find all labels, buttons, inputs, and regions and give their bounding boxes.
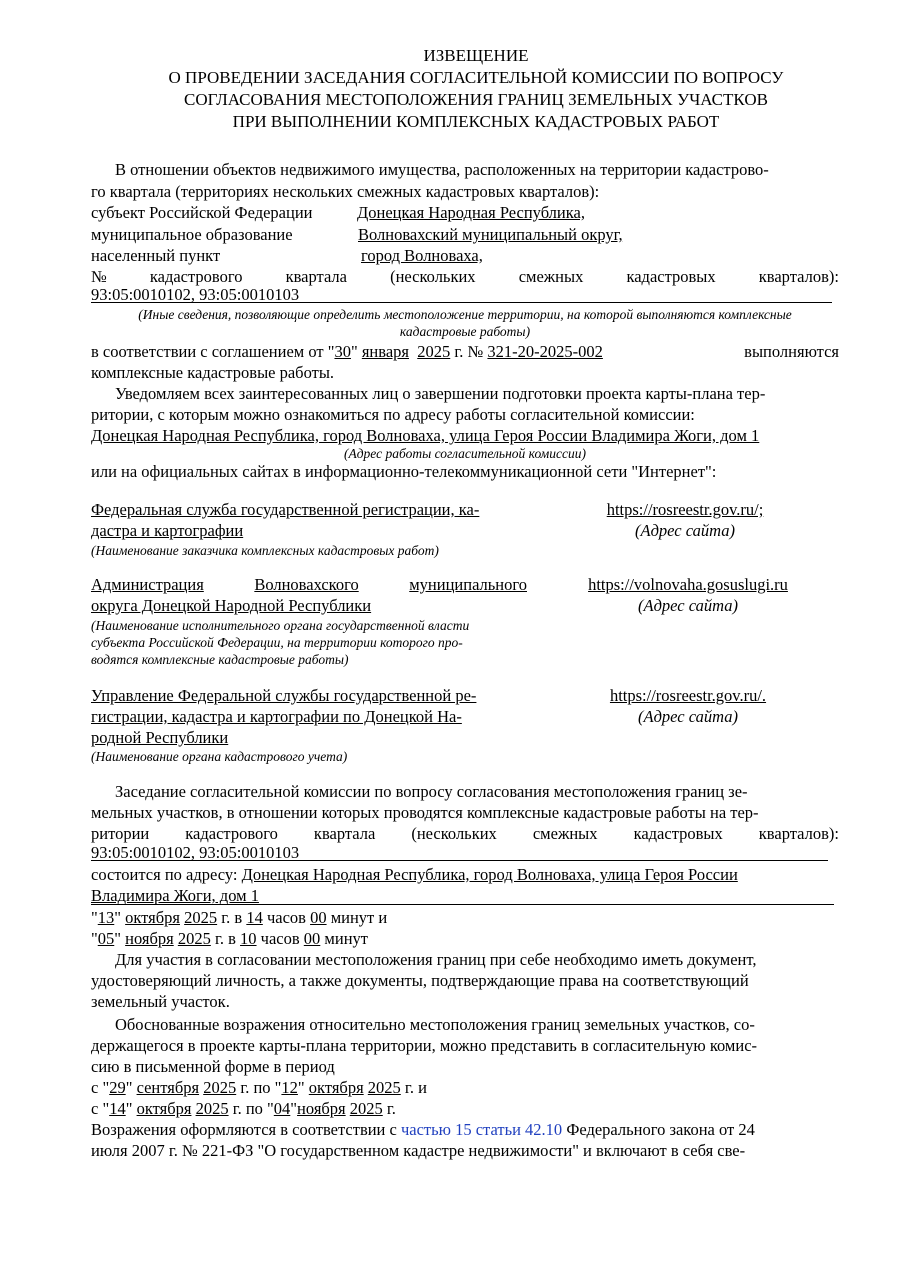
w: №	[91, 267, 107, 286]
period-year: 2025	[367, 1078, 401, 1097]
period-day: 04	[273, 1099, 291, 1118]
date-minutes: 00	[310, 908, 327, 927]
org-3-name-2: гистрации, кадастра и картографии по Донецкой На-	[91, 707, 462, 726]
w: Администрация	[91, 575, 204, 594]
w: смежных	[518, 267, 584, 286]
period-text: с "	[91, 1078, 110, 1097]
law-text: Федерального закона от 24	[562, 1120, 755, 1139]
w: ритории	[91, 824, 150, 843]
org-2-name-2: округа Донецкой Народной Республики	[91, 596, 372, 615]
period-year: 2025	[195, 1099, 229, 1118]
date-minutes: 00	[303, 929, 321, 948]
meeting-line-3	[91, 824, 839, 844]
notice-line-1: Уведомляем всех заинтересованных лиц о завершении подготовки проекта карты-плана тер-	[115, 384, 766, 403]
subject-label: субъект Российской Федерации	[91, 203, 313, 222]
venue-address-2: Владимира Жоги, дом 1	[91, 886, 259, 905]
date-text: минут и	[330, 908, 388, 927]
date-month: октября	[125, 908, 180, 927]
intro-line-1: В отношении объектов недвижимого имущества, расположенных на территории кадастрово-	[115, 160, 769, 179]
venue-label: состоится по адресу:	[91, 865, 242, 884]
title-line-4: ПРИ ВЫПОЛНЕНИИ КОМПЛЕКСНЫХ КАДАСТРОВЫХ РАБОТ	[232, 112, 720, 131]
agreement-day: 30	[334, 342, 351, 361]
law-text: Возражения оформляются в соответствии с	[91, 1120, 401, 1139]
org-2-note-3: водятся комплексные кадастровые работы)	[91, 652, 349, 667]
meeting-line-1: Заседание согласительной комиссии по вопросу согласования местоположения границ зе-	[115, 782, 748, 801]
period-year: 2025	[203, 1078, 237, 1097]
settlement-value: город Волноваха,	[361, 246, 483, 265]
period-day: 29	[109, 1078, 126, 1097]
settlement-label: населенный пункт	[91, 246, 221, 265]
w: кадастровых	[626, 267, 716, 286]
municipality-label: муниципальное образование	[91, 225, 293, 244]
law-article-link[interactable]: частью 15 статьи 42.10	[400, 1120, 563, 1139]
w: Волновахского	[254, 575, 359, 594]
objection-period-2: с "14" октября 2025 г. по "04"ноября 2025 г.	[91, 1099, 396, 1118]
period-month: октября	[136, 1099, 192, 1118]
period-text: с "	[91, 1099, 110, 1118]
date-hours: 14	[246, 908, 263, 927]
org-3-note: (Наименование органа кадастрового учета)	[91, 749, 348, 764]
notice-line-2: ритории, с которым можно ознакомиться по адресу работы согласительной комиссии:	[91, 405, 695, 424]
period-month: октября	[308, 1078, 364, 1097]
date-day: 05	[97, 929, 115, 948]
date-day: 13	[97, 908, 115, 927]
title-line-3: СОГЛАСОВАНИЯ МЕСТОПОЛОЖЕНИЯ ГРАНИЦ ЗЕМЕЛЬНЫХ УЧАСТКОВ	[184, 90, 768, 109]
date-text: часов	[260, 929, 300, 948]
org-3-site-link[interactable]: https://rosreestr.gov.ru/.	[609, 686, 767, 705]
objections-line-2: держащегося в проекте карты-плана территории, можно представить в согласительную комис-	[91, 1036, 758, 1055]
objections-line-1: Обоснованные возражения относительно местоположения границ земельных участков, со-	[115, 1015, 755, 1034]
venue-address-1: Донецкая Народная Республика, город Волноваха, улица Героя России	[241, 865, 738, 884]
org-1-name-2: дастра и картографии	[91, 521, 244, 540]
w: кадастрового	[149, 267, 243, 286]
agreement-text: г. №	[450, 342, 488, 361]
meeting-quarters-rule	[91, 860, 828, 861]
law-line-1	[91, 1120, 839, 1140]
commission-address-note: (Адрес работы согласительной комиссии)	[343, 446, 587, 461]
title-line-1: ИЗВЕЩЕНИЕ	[423, 46, 529, 65]
w: квартала	[285, 267, 347, 286]
w: кварталов):	[758, 267, 839, 286]
subject-value: Донецкая Народная Республика,	[357, 203, 585, 222]
agreement-line	[91, 342, 839, 362]
w: (нескольких	[390, 267, 476, 286]
w: квартала	[313, 824, 376, 843]
period-text: г. и	[404, 1078, 427, 1097]
w: смежных	[532, 824, 598, 843]
org-2-name-1	[91, 575, 527, 595]
period-day: 12	[281, 1078, 298, 1097]
date-text: г. в	[214, 929, 236, 948]
w: кварталов):	[758, 824, 839, 843]
org-3-site-note: (Адрес сайта)	[638, 707, 738, 726]
date-hours: 10	[240, 929, 257, 948]
agreement-text: в соответствии с соглашением от "	[91, 342, 335, 361]
participation-line-3: земельный участок.	[91, 992, 230, 1011]
date-month: ноября	[125, 929, 174, 948]
municipality-value: Волновахский муниципальный округ,	[358, 225, 623, 244]
participation-line-2: удостоверяющий личность, а также документы, подтверждающие права на соответствующий	[91, 971, 749, 990]
intro-line-2: го квартала (территориях нескольких смежных кадастровых кварталов):	[91, 182, 600, 201]
date-year: 2025	[184, 908, 218, 927]
participation-line-1: Для участия в согласовании местоположения границ при себе необходимо иметь документ,	[115, 950, 757, 969]
date-text: г. в	[221, 908, 243, 927]
date-text: часов	[266, 908, 306, 927]
meeting-quarters: 93:05:0010102, 93:05:0010103	[91, 843, 300, 862]
objections-line-3: сию в письменной форме в период	[91, 1057, 335, 1076]
agreement-year: 2025	[417, 342, 451, 361]
other-info-note-2: кадастровые работы)	[399, 324, 531, 339]
period-text: г. по "	[240, 1078, 282, 1097]
org-2-note-1: (Наименование исполнительного органа государственной власти	[91, 618, 470, 633]
law-line-2: июля 2007 г. № 221-ФЗ "О государственном кадастре недвижимости" и включают в себя све-	[91, 1141, 746, 1160]
meeting-date-2: "05" ноября 2025 г. в 10 часов 00 минут	[91, 929, 368, 948]
objection-period-1: с "29" сентября 2025 г. по "12" октября 2025 г. и	[91, 1078, 427, 1097]
w: кадастровых	[633, 824, 723, 843]
date-text: минут	[324, 929, 368, 948]
commission-address: Донецкая Народная Республика, город Волноваха, улица Героя России Владимира Жоги, дом 1	[91, 426, 760, 445]
w: кадастрового	[185, 824, 278, 843]
period-year: 2025	[349, 1099, 383, 1118]
venue-rule	[91, 904, 834, 905]
org-2-site-note: (Адрес сайта)	[638, 596, 738, 615]
org-1-note: (Наименование заказчика комплексных кадастровых работ)	[91, 543, 439, 558]
quarter-numbers: 93:05:0010102, 93:05:0010103	[91, 285, 300, 304]
agreement-line-2: комплексные кадастровые работы.	[91, 363, 335, 382]
meeting-date-1: "13" октября 2025 г. в 14 часов 00 минут и	[91, 908, 388, 927]
period-text: г. по "	[232, 1099, 274, 1118]
agreement-month: января	[361, 342, 409, 361]
w: муниципального	[409, 575, 527, 594]
period-month: сентября	[136, 1078, 200, 1097]
agreement-text: "	[350, 342, 362, 361]
quarter-rule	[91, 302, 832, 303]
org-2-note-2: субъекта Российской Федерации, на территории которого про-	[91, 635, 463, 650]
org-1-site-note: (Адрес сайта)	[635, 521, 735, 540]
meeting-line-2: мельных участков, в отношении которых проводятся комплексные кадастровые работы на тер-	[91, 803, 759, 822]
agreement-text: выполняются	[744, 342, 839, 361]
agreement-number: 321-20-2025-002	[487, 342, 603, 361]
org-1-site-link[interactable]: https://rosreestr.gov.ru/;	[606, 500, 764, 519]
venue-line-1	[91, 865, 839, 885]
org-2-site-link[interactable]: https://volnovaha.gosuslugi.ru	[588, 575, 788, 594]
title-line-2: О ПРОВЕДЕНИИ ЗАСЕДАНИЯ СОГЛАСИТЕЛЬНОЙ КОМИССИИ ПО ВОПРОСУ	[168, 68, 784, 87]
quarter-label	[91, 267, 839, 287]
org-3-name-1: Управление Федеральной службы государственной ре-	[91, 686, 477, 705]
period-day: 14	[109, 1099, 126, 1118]
org-1-name-1: Федеральная служба государственной регистрации, ка-	[91, 500, 480, 519]
other-info-note-1: (Иные сведения, позволяющие определить местоположение территории, на которой выполняются комплексные	[138, 307, 792, 322]
period-month: ноября	[297, 1099, 346, 1118]
date-year: 2025	[177, 929, 211, 948]
websites-intro: или на официальных сайтах в информационно-телекоммуникационной сети "Интернет":	[91, 462, 717, 481]
w: (нескольких	[411, 824, 497, 843]
period-text: г.	[386, 1099, 396, 1118]
org-3-name-3: родной Республики	[91, 728, 229, 747]
